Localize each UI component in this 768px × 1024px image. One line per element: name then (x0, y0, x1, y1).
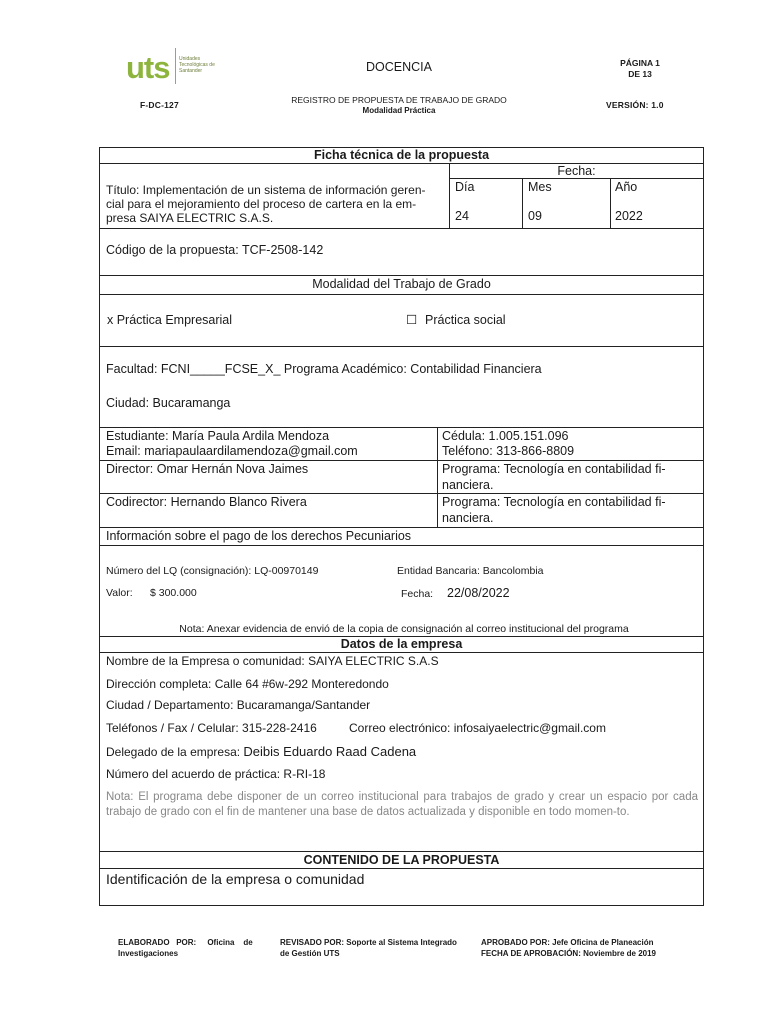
divider (99, 868, 704, 869)
cedula: Cédula: 1.005.151.096 (442, 429, 569, 443)
page-number-line1: PÁGINA 1 (620, 58, 660, 68)
document-subtitle: Modalidad Práctica (362, 106, 436, 115)
anio-value: 2022 (615, 209, 643, 223)
empresa-correo: Correo electrónico: infosaiyaelectric@gmail.com (349, 721, 606, 735)
elaborado-line2: Investigaciones (118, 949, 179, 958)
divider (449, 178, 704, 179)
divider (437, 427, 438, 527)
codirector: Codirector: Hernando Blanco Rivera (106, 495, 307, 509)
divider (99, 427, 704, 428)
codirector-programa-line1: Programa: Tecnología en contabilidad fi- (442, 495, 666, 509)
divider (610, 178, 611, 228)
nota-pago: Nota: Anexar evidencia de envió de la copia de consignación al correo institucional del programa (179, 623, 629, 635)
contenido-title: CONTENIDO DE LA PROPUESTA (303, 853, 500, 867)
director-programa-line1: Programa: Tecnología en contabilidad fi- (442, 462, 666, 476)
acuerdo-practica: Número del acuerdo de práctica: R-RI-18 (106, 767, 326, 781)
ficha-title: Ficha técnica de la propuesta (313, 148, 490, 162)
entidad-bancaria: Entidad Bancaria: Bancolombia (397, 565, 544, 577)
email: Email: mariapaulaardilamendoza@gmail.com (106, 444, 358, 458)
aprobado-por (481, 937, 656, 959)
elaborado-line1: ELABORADO POR: Oficina de (118, 938, 253, 947)
modalidad-title: Modalidad del Trabajo de Grado (312, 277, 491, 291)
empresa-nombre: Nombre de la Empresa o comunidad: SAIYA ELECTRIC S.A.S (106, 654, 439, 668)
identificacion-empresa: Identificación de la empresa o comunidad (106, 871, 365, 887)
divider (99, 652, 704, 653)
lq-number: Número del LQ (consignación): LQ-00970149 (106, 565, 319, 577)
dia-label: Día (455, 180, 475, 194)
mes-value: 09 (528, 209, 542, 223)
empresa-title: Datos de la empresa (340, 637, 463, 651)
proposal-title-line1: Título: Implementación de un sistema de información geren- (106, 183, 426, 197)
logo-subtitle: Unidades Tecnológicas de Santander (179, 56, 215, 74)
valor-label: Valor: (106, 587, 133, 599)
divider (99, 346, 704, 347)
delegado-label-text: Delegado de la empresa: (106, 745, 244, 759)
fecha-pago-value: 22/08/2022 (447, 586, 510, 600)
revisado-por (280, 937, 457, 959)
revisado-line1: REVISADO POR: Soporte al Sistema Integrado (280, 938, 457, 947)
fecha-pago-label: Fecha: (401, 588, 434, 600)
proposal-title-line3: presa SAIYA ELECTRIC S.A.S. (106, 211, 274, 225)
facultad-programa: Facultad: FCNI_____FCSE_X_ Programa Académico: Contabilidad Financiera (106, 362, 542, 376)
revisado-line2: de Gestión UTS (280, 949, 340, 958)
logo-wordmark: uts (126, 50, 170, 85)
anio-label: Año (615, 180, 638, 194)
divider (99, 275, 704, 276)
delegado-label (106, 744, 416, 759)
aprobado-line2: FECHA DE APROBACIÓN: Noviembre de 2019 (481, 949, 656, 958)
divider (99, 545, 704, 546)
page-number (615, 58, 665, 80)
empresa-direccion: Dirección completa: Calle 64 #6w-292 Monteredondo (106, 677, 389, 691)
checkbox-icon: ☐ (406, 313, 418, 327)
practica-social-option: Práctica social (425, 313, 506, 327)
dia-value: 24 (455, 209, 469, 223)
empresa-ciudad: Ciudad / Departamento: Bucaramanga/Santander (106, 698, 371, 712)
elaborado-por (118, 937, 253, 959)
divider (99, 228, 704, 229)
nota-empresa: Nota: El programa debe disponer de un correo institucional para trabajos de grado y crear un espacio por cada trabajo de grado con el fin de mantener una base de datos actualizada y disponible en todo momen-to. (106, 791, 698, 818)
divider (522, 178, 523, 228)
mes-label: Mes (528, 180, 552, 194)
aprobado-line1: APROBADO POR: Jefe Oficina de Planeación (481, 938, 654, 947)
codirector-programa-line2: nanciera. (442, 511, 494, 525)
telefono: Teléfono: 313-866-8809 (442, 444, 575, 458)
director-programa-line2: nanciera. (442, 478, 494, 492)
empresa-telefonos: Teléfonos / Fax / Celular: 315-228-2416 (106, 721, 317, 735)
proposal-code: Código de la propuesta: TCF-2508-142 (106, 243, 324, 257)
divider (99, 294, 704, 295)
document-version: VERSIÓN: 1.0 (606, 100, 664, 110)
fecha-label: Fecha: (557, 164, 596, 178)
divider (99, 493, 704, 494)
document-title: REGISTRO DE PROPUESTA DE TRABAJO DE GRADO (291, 95, 507, 105)
pago-title: Información sobre el pago de los derechos Pecuniarios (106, 529, 412, 543)
document-code: F-DC-127 (140, 100, 179, 110)
practica-empresarial-option: x Práctica Empresarial (107, 313, 233, 327)
page-number-line2: DE 13 (628, 69, 652, 79)
valor-value: $ 300.000 (150, 587, 197, 599)
divider (99, 851, 704, 852)
estudiante: Estudiante: María Paula Ardila Mendoza (106, 429, 330, 443)
proposal-title-line2: cial para el mejoramiento del proceso de cartera en la em- (106, 197, 417, 211)
area-title: DOCENCIA (366, 60, 432, 74)
divider (99, 527, 704, 528)
director: Director: Omar Hernán Nova Jaimes (106, 462, 309, 476)
ciudad: Ciudad: Bucaramanga (106, 396, 231, 410)
divider (99, 460, 704, 461)
delegado-name: Deibis Eduardo Raad Cadena (243, 744, 417, 759)
